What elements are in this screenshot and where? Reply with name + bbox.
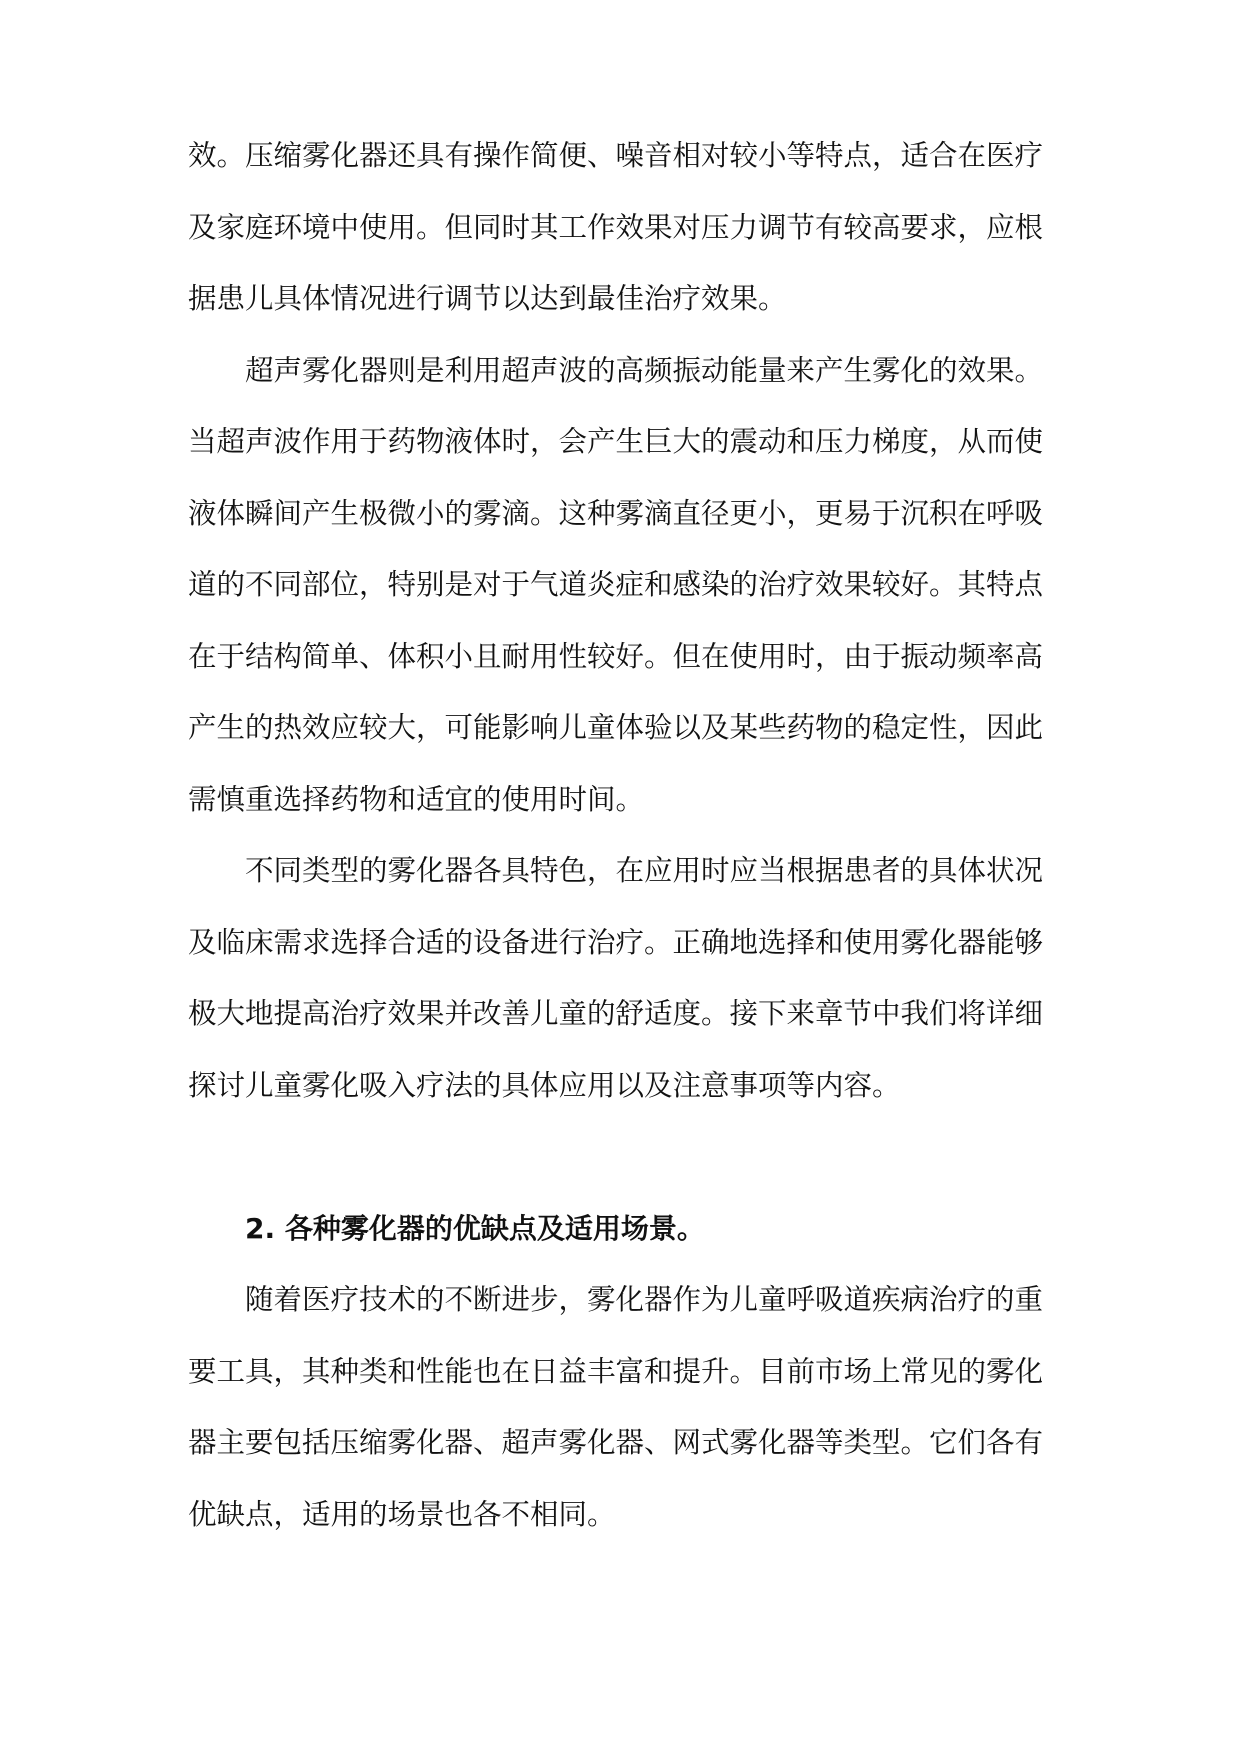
text-line: 及家庭环境中使用。但同时其工作效果对压力调节有较高要求，应根 — [188, 210, 1044, 244]
text-line: 优缺点，适用的场景也各不相同。 — [188, 1497, 616, 1531]
text-line: 在于结构简单、体积小且耐用性较好。但在使用时，由于振动频率高 — [188, 639, 1044, 673]
text-line: 产生的热效应较大，可能影响儿童体验以及某些药物的稳定性，因此 — [188, 711, 1044, 744]
document-body — [188, 139, 1058, 1572]
text-line: 当超声波作用于药物液体时，会产生巨大的震动和压力梯度，从而使 — [188, 425, 1044, 458]
text-line: 需慎重选择药物和适宜的使用时间。 — [188, 782, 645, 816]
text-line: 极大地提高治疗效果并改善儿童的舒适度。接下来章节中我们将详细 — [188, 997, 1044, 1030]
paragraph-nebulizer-types-intro — [188, 1283, 1058, 1572]
text-line: 超声雾化器则是利用超声波的高频振动能量来产生雾化的效果。 — [245, 353, 1044, 387]
text-line: 探讨儿童雾化吸入疗法的具体应用以及注意事项等内容。 — [188, 1068, 901, 1102]
text-line: 器主要包括压缩雾化器、超声雾化器、网式雾化器等类型。它们各有 — [188, 1426, 1044, 1459]
text-line: 及临床需求选择合适的设备进行治疗。正确地选择和使用雾化器能够 — [188, 925, 1044, 959]
text-line: 随着医疗技术的不断进步，雾化器作为儿童呼吸道疾病治疗的重 — [245, 1283, 1044, 1316]
section-heading: 2. 各种雾化器的优缺点及适用场景。 — [245, 1211, 705, 1245]
paragraph-nebulizer-selection — [188, 854, 1058, 1143]
text-line: 不同类型的雾化器各具特色，在应用时应当根据患者的具体状况 — [245, 854, 1044, 887]
text-line: 效。压缩雾化器还具有操作简便、噪音相对较小等特点，适合在医疗 — [188, 139, 1044, 172]
paragraph-ultrasonic-nebulizer — [188, 353, 1058, 858]
paragraph-compression-nebulizer-continued — [188, 139, 1058, 357]
text-line: 据患儿具体情况进行调节以达到最佳治疗效果。 — [188, 282, 787, 315]
text-line: 液体瞬间产生极微小的雾滴。这种雾滴直径更小，更易于沉积在呼吸 — [188, 496, 1044, 530]
text-line: 要工具，其种类和性能也在日益丰富和提升。目前市场上常见的雾化 — [188, 1354, 1044, 1388]
section-spacer — [188, 1143, 1058, 1215]
text-line: 道的不同部位，特别是对于气道炎症和感染的治疗效果较好。其特点 — [188, 568, 1044, 601]
